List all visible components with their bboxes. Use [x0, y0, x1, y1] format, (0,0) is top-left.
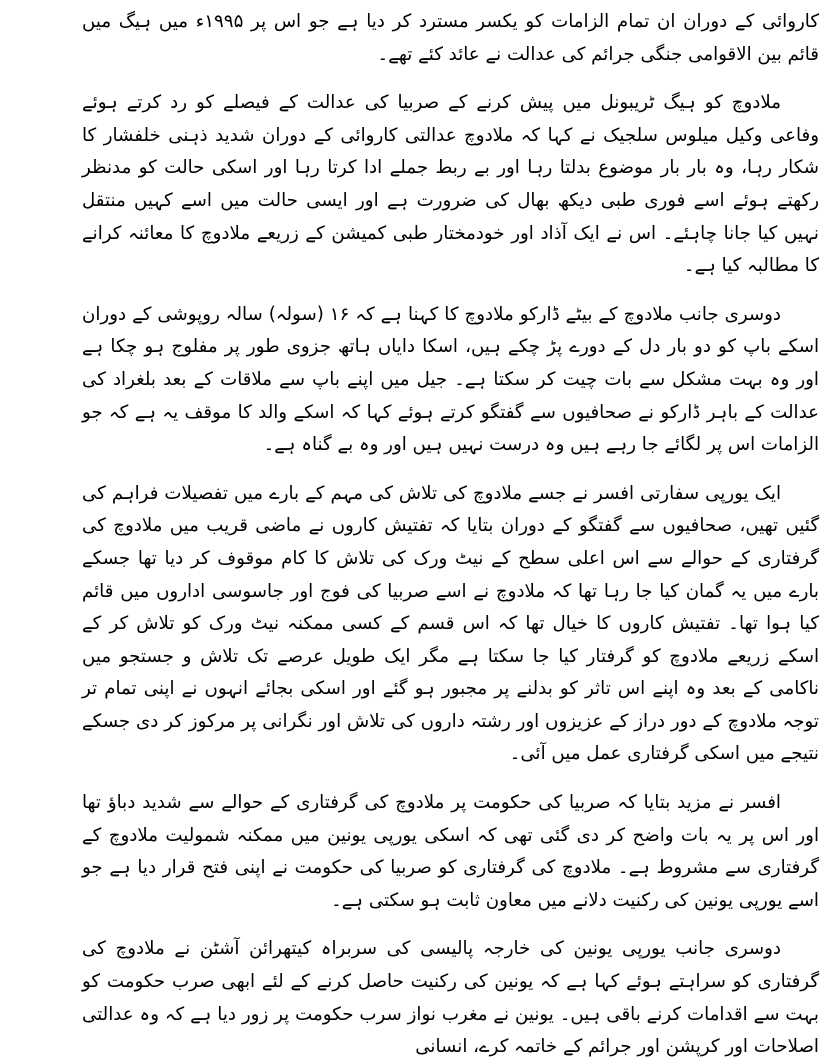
paragraph: ملادوچ کو ہیگ ٹریبونل میں پیش کرنے کے صربیا کی عدالت کے فیصلے کو رد کرتے ہوئے وفاعی وکیل میلوس سلجیک نے کہا کہ ملادوچ عدالتی کاروائی کے دوران شدید ذہنی خلفشار کا شکار رہا، وہ بار بار موضوع بدلتا رہا اور بے ربط جملے ادا کرتا رہا اور اسکی حالت کو مدنظر رکھتے ہوئے اسے فوری طبی دیکھ بھال کی ضرورت ہے اور ایسی حالت میں اسے کہیں منتقل نہیں کیا جانا چاہئے۔ اس نے ایک آذاد اور خودمختار طبی کمیشن کے زریعے ملادوچ کا معائنہ کرانے کا مطالبہ کیا ہے۔ [82, 92, 819, 277]
paragraph: دوسری جانب ملادوچ کے بیٹے ڈارکو ملادوچ کا کہنا ہے کہ ۱۶ (سولہ) سالہ روپوشی کے دوران اسکے باپ کو دو بار دل کے دورے پڑ چکے ہیں، اسکا دایاں ہاتھ جزوی طور پر مفلوج ہو چکا ہے اور وہ بہت مشکل سے بات چیت کر سکتا ہے۔ جیل میں اپنے باپ سے ملاقات کے بعد بلغراد کی عدالت کے باہر ڈارکو نے صحافیوں سے گفتگو کرتے ہوئے کہا کہ اسکے والد کا موقف یہ ہے کہ جو الزامات اس پر لگائے جا رہے ہیں وہ درست نہیں ہیں اور وہ بے گناہ ہے۔ [82, 303, 819, 456]
paragraph: کاروائی کے دوران ان تمام الزامات کو یکسر مسترد کر دیا ہے جو اس پر ۱۹۹۵ء میں ہیگ میں قائم بین الاقوامی جنگی جرائم کی عدالت نے عائد کئے تھے۔ [82, 11, 819, 65]
paragraph: افسر نے مزید بتایا کہ صربیا کی حکومت پر ملادوچ کی گرفتاری کے حوالے سے شدید دباؤ تھا اور اس پر یہ بات واضح کر دی گئی تھی کہ اسکی یورپی یونین میں ممکنہ شمولیت ملادوچ کے گرفتاری سے مشروط ہے۔ ملادوچ کی گرفتاری کو صربیا کی حکومت نے اپنی فتح قرار دیا ہے جو اسے یورپی یونین کی رکنیت دلانے میں معاون ثابت ہو سکتی ہے۔ [82, 792, 819, 911]
paragraph: ایک یورپی سفارتی افسر نے جسے ملادوچ کی تلاش کی مہم کے بارے میں تفصیلات فراہم کی گئیں تھیں، صحافیوں سے گفتگو کے دوران بتایا کہ تفتیش کاروں نے ماضی قریب میں ملادوچ کی گرفتاری کے حوالے سے اس اعلی سطح کے نیٹ ورک کی تلاش کا کام موقوف کر دیا تھا جسکے بارے میں یہ گمان کیا جا رہا تھا کہ ملادوچ نے اسے صربیا کی فوج اور جاسوسی اداروں میں قائم کیا ہوا تھا۔ تفتیش کاروں کا خیال تھا کہ اس قسم کے کسی ممکنہ نیٹ ورک کو تلاش کر کے اسکے زریعے ملادوچ کو گرفتار کیا جا سکتا ہے مگر ایک طویل عرصے تک تلاش و جستجو میں ناکامی کے بعد وہ اپنے اس تاثر کو بدلنے پر مجبور ہو گئے اور اسکی بجائے انہوں نے اپنی تمام تر توجہ ملادوچ کے دور دراز کے عزیزوں اور رشتہ داروں کی تلاش اور نگرانی پر مرکوز کر دی جسکے نتیجے میں اسکی گرفتاری عمل میں آئی۔ [82, 482, 819, 765]
paragraph: دوسری جانب یورپی یونین کی خارجہ پالیسی کی سربراہ کیتھرائن آشٹن نے ملادوچ کی گرفتاری کو سراہتے ہوئے کہا ہے کہ یونین کی رکنیت حاصل کرنے کے لئے ابھی صرب حکومت کو بہت سے اقدامات کرنے باقی ہیں۔ یونین نے مغرب نواز سرب حکومت پر زور دیا ہے کہ وہ عدالتی اصلاحات اور کرپشن اور جرائم کے خاتمہ کرے، انسانی [82, 938, 819, 1058]
